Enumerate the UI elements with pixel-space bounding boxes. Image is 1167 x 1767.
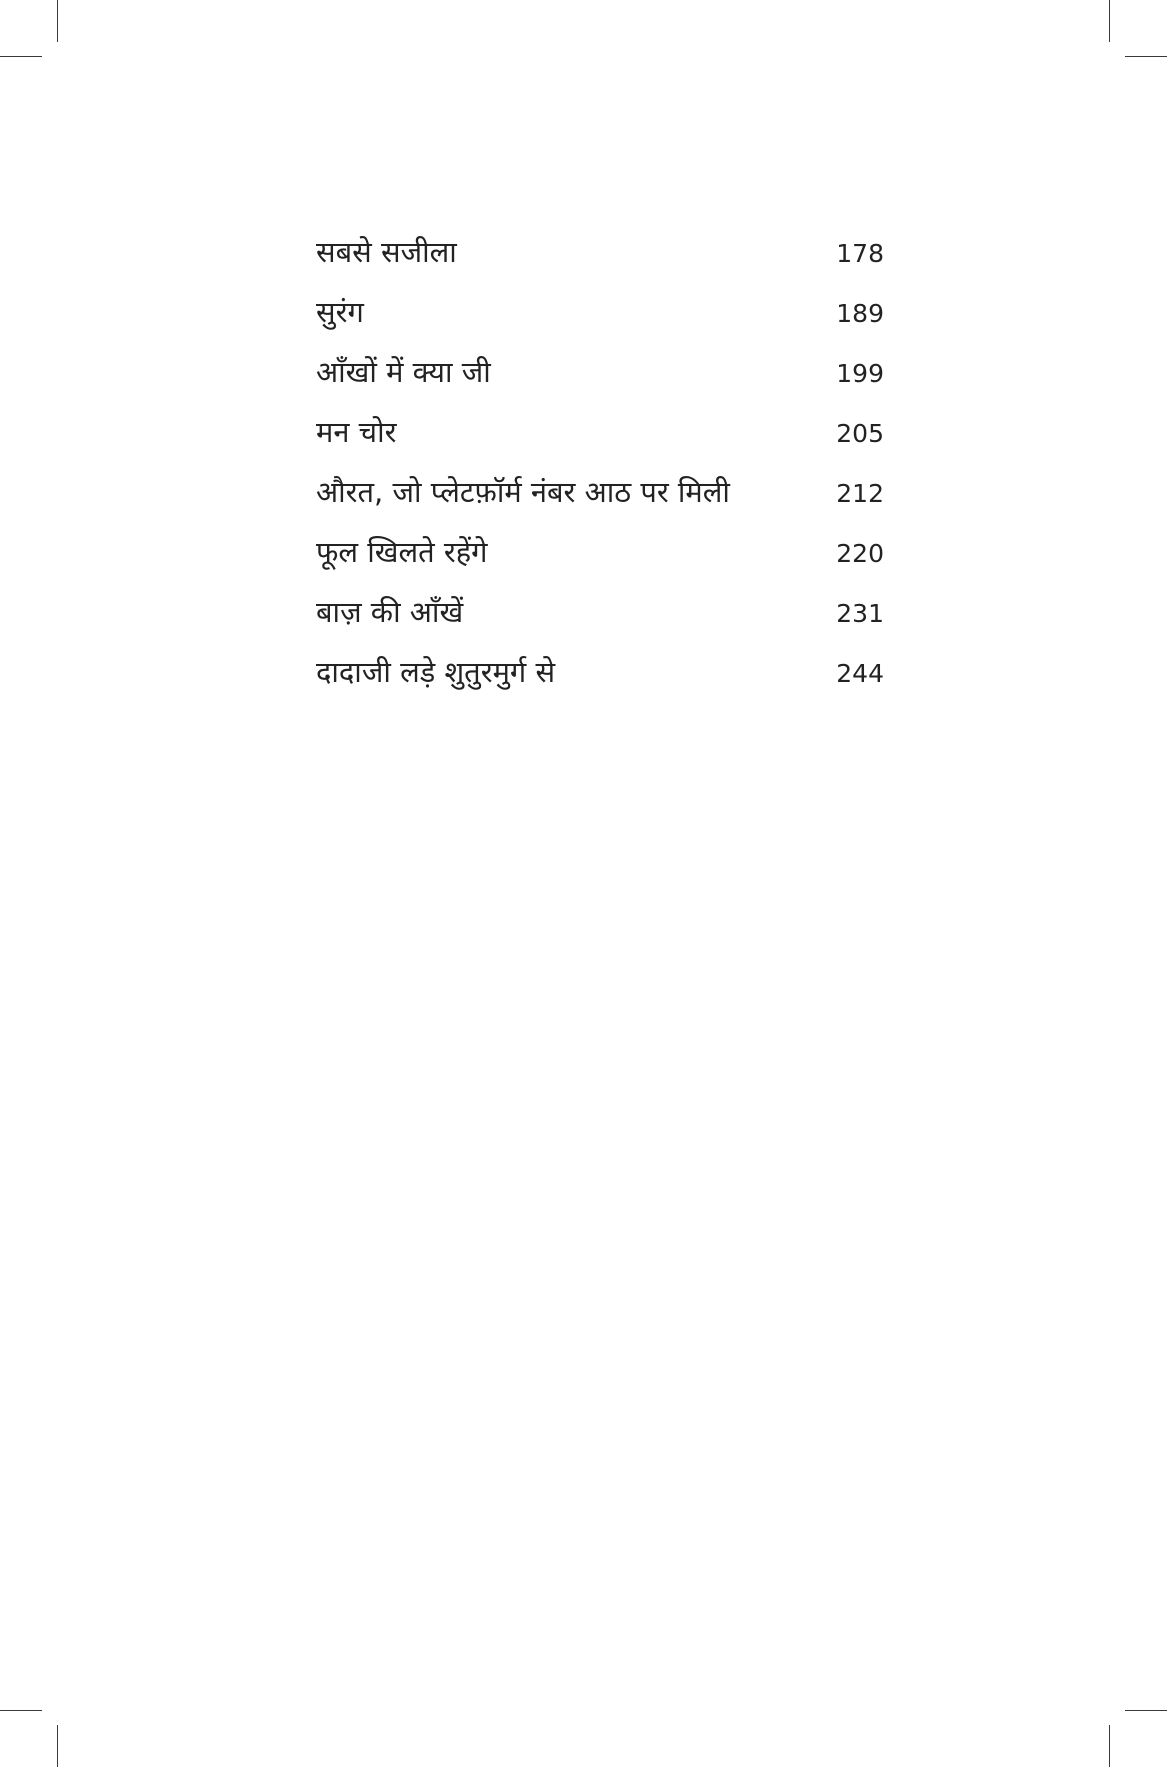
toc-entry bbox=[316, 412, 884, 472]
toc-entry-page: 199 bbox=[836, 359, 884, 388]
toc-entry bbox=[316, 472, 884, 532]
toc-entry-page: 231 bbox=[836, 599, 884, 628]
toc-entry bbox=[316, 652, 884, 712]
toc-entry bbox=[316, 292, 884, 352]
crop-mark-top-right-vertical bbox=[1109, 0, 1110, 42]
crop-mark-bottom-right-horizontal bbox=[1125, 1710, 1167, 1711]
crop-mark-top-left-horizontal bbox=[0, 56, 42, 57]
crop-mark-top-left-vertical bbox=[57, 0, 58, 42]
toc-entry-page: 205 bbox=[836, 419, 884, 448]
crop-mark-bottom-right-vertical bbox=[1109, 1725, 1110, 1767]
toc-entry-page: 220 bbox=[836, 539, 884, 568]
toc-entry-title: मन चोर bbox=[316, 415, 397, 449]
toc-entry-title: बाज़ की आँखें bbox=[316, 595, 464, 629]
table-of-contents bbox=[316, 232, 884, 712]
toc-entry-title: सबसे सजीला bbox=[316, 235, 457, 269]
crop-mark-bottom-left-vertical bbox=[57, 1725, 58, 1767]
toc-entry-page: 178 bbox=[836, 239, 884, 268]
toc-entry bbox=[316, 232, 884, 292]
toc-entry-page: 244 bbox=[836, 659, 884, 688]
crop-mark-top-right-horizontal bbox=[1125, 56, 1167, 57]
toc-entry-title: फूल खिलते रहेंगे bbox=[316, 535, 488, 569]
toc-entry-title: दादाजी लड़े शुतुरमुर्ग से bbox=[316, 655, 556, 689]
crop-mark-bottom-left-horizontal bbox=[0, 1710, 42, 1711]
toc-entry bbox=[316, 352, 884, 412]
toc-entry-title: सुरंग bbox=[316, 295, 364, 329]
toc-entry-title: औरत, जो प्लेटफ़ॉर्म नंबर आठ पर मिली bbox=[316, 475, 730, 509]
toc-entry bbox=[316, 532, 884, 592]
toc-entry-title: आँखों में क्या जी bbox=[316, 355, 491, 389]
toc-entry-page: 189 bbox=[836, 299, 884, 328]
toc-entry-page: 212 bbox=[836, 479, 884, 508]
toc-entry bbox=[316, 592, 884, 652]
